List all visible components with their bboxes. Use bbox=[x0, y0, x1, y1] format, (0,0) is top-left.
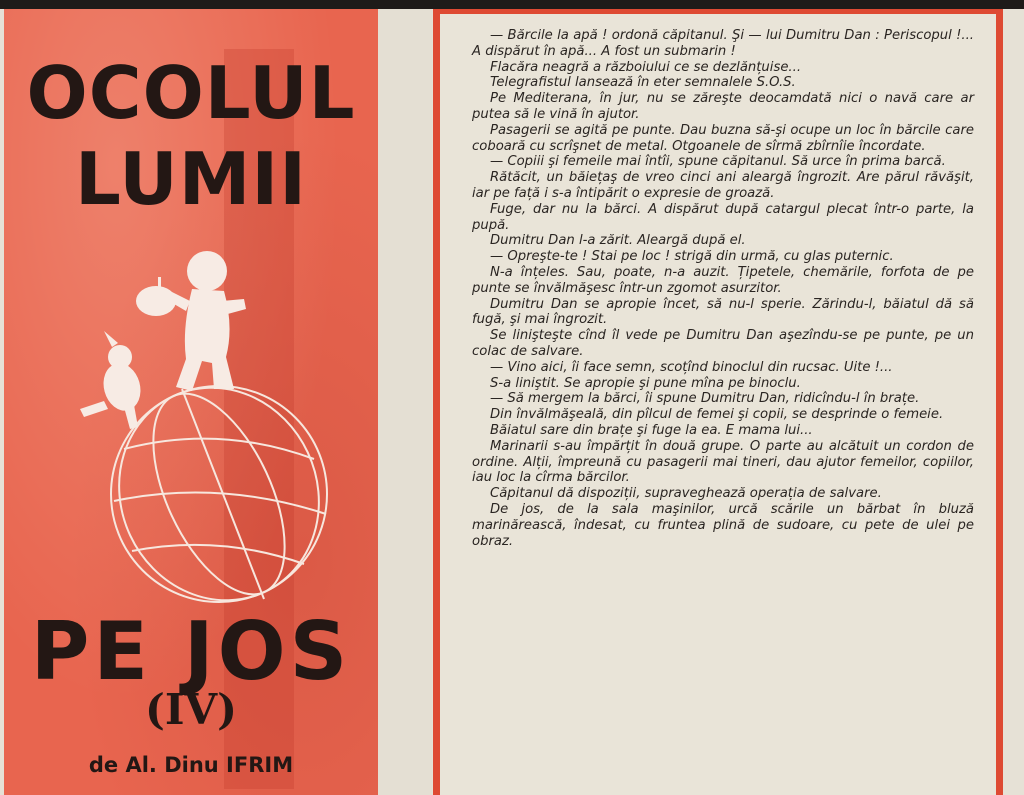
cover-author: de Al. Dinu IFRIM bbox=[88, 753, 294, 777]
top-edge bbox=[0, 0, 1024, 9]
article-paragraph: — Opreşte-te ! Stai pe loc ! strigă din urmă, cu glas puternic. bbox=[490, 249, 894, 265]
bundle-icon bbox=[136, 277, 176, 316]
article-paragraph: — Să mergem la bărci, îi spune Dumitru Dan, ridicîndu-l în brațe. bbox=[490, 391, 920, 407]
article-paragraph: Dumitru Dan l-a zărit. Aleargă după el. bbox=[490, 233, 746, 249]
globe-illustration bbox=[64, 239, 344, 609]
article-paragraph: S-a liniştit. Se apropie şi pune mîna pe binoclu. bbox=[490, 375, 801, 391]
cover-part-number: (IV) bbox=[145, 685, 237, 734]
article-paragraph: Flacăra neagră a războiului ce se dezlănțuise... bbox=[490, 59, 802, 75]
cover-title-line1: OCOLUL bbox=[26, 51, 356, 135]
article-paragraph: — Vino aici, îi face semn, scoțînd binoclul din rucsac. Uite !... bbox=[490, 359, 893, 375]
dog-icon bbox=[80, 331, 146, 429]
article-paragraph: Dumitru Dan se apropie încet, să nu-l sperie. Zărindu-l, băiatul dă să fugă, şi mai îngrozit. bbox=[472, 296, 974, 328]
article-text bbox=[472, 28, 974, 549]
cover-panel bbox=[4, 9, 378, 795]
article-paragraph: Telegrafistul lansează în eter semnalele S.O.S. bbox=[490, 75, 796, 91]
article-paragraph: — Copiii şi femeile mai întîi, spune căpitanul. Să urce în prima barcă. bbox=[490, 154, 946, 170]
article-paragraph: Se linişteşte cînd îl vede pe Dumitru Dan aşezîndu-se pe punte, pe un colac de salvare. bbox=[472, 328, 974, 359]
article-paragraph: De jos, de la sala maşinilor, urcă scările un bărbat în bluză marinărească, îndesat, cu fruntea plină de sudoare, cu pete de ulei pe obraz. bbox=[472, 501, 974, 549]
article-paragraph: N-a înțeles. Sau, poate, n-a auzit. Țipetele, chemările, forfota de pe punte se învălmăşesc într-un zgomot asurzitor. bbox=[472, 264, 974, 296]
article-paragraph: — Bărcile la apă ! ordonă căpitanul. Şi — lui Dumitru Dan : Periscopul !... A dispărut în apă... A fost un submarin ! bbox=[472, 28, 974, 59]
article-paragraph: Din învălmăşeală, din pîlcul de femei şi copii, se desprinde o femeie. bbox=[490, 407, 944, 423]
article-paragraph: Marinarii s-au împărțit în două grupe. O parte au alcătuit un cordon de ordine. Alții, împreună cu pasagerii mai tineri, dau ajutor femeilor, copiilor, iau loc la cîrma bărcilor. bbox=[472, 438, 974, 486]
cover-subtitle: PE JOS bbox=[30, 605, 352, 698]
article-paragraph: Căpitanul dă dispoziții, supraveghează operația de salvare. bbox=[490, 486, 882, 502]
article-paragraph: Pasagerii se agită pe punte. Dau buzna să-şi ocupe un loc în bărcile care coboară cu scrîşnet de metal. Otgoanele de sîrmă zbîrnîie încordate. bbox=[472, 122, 974, 154]
article-paragraph: Pe Mediterana, în jur, nu se zăreşte deocamdată nici o navă care ar putea să le vină în ajutor. bbox=[472, 91, 974, 122]
page-gutter bbox=[378, 9, 432, 795]
article-paragraph: Fuge, dar nu la bărci. A dispărut după catargul plecat într-o parte, la pupă. bbox=[472, 201, 974, 233]
boy-traveler-icon bbox=[162, 251, 246, 391]
article-paragraph: Rătăcit, un băiețaş de vreo cinci ani aleargă îngrozit. Are părul răvăşit, iar pe față i s-a întipărit o expresie de groază. bbox=[472, 170, 974, 201]
cover-title-line2: LUMII bbox=[74, 137, 307, 221]
article-paragraph: Băiatul sare din brațe şi fuge la ea. E mama lui... bbox=[490, 422, 813, 438]
